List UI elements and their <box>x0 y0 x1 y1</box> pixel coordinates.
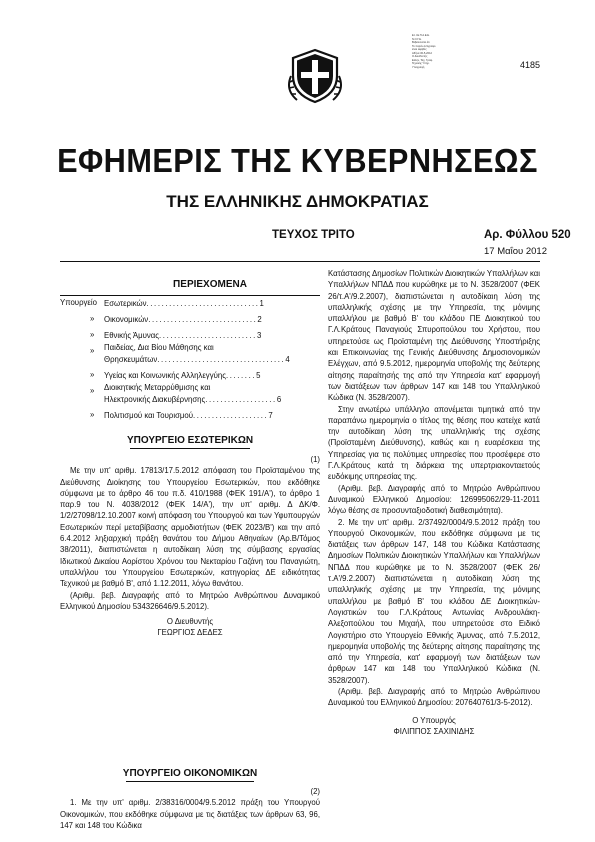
greek-emblem-icon <box>285 46 345 106</box>
toc-heading: ΠΕΡΙΕΧΟΜΕΝΑ <box>173 279 247 290</box>
item-number: (1) <box>310 455 320 464</box>
item-number: (2) <box>310 787 320 796</box>
toc-dots: .......................... <box>159 331 257 340</box>
issue-date: 17 Μαΐου 2012 <box>484 246 547 257</box>
decision-paragraph: Με την υπ' αριθμ. 17813/17.5.2012 απόφαση του Προϊσταμένου της Διεύθυνσης Διοίκησης του Υπουργείου Εσωτερικών, που εκδόθηκε σύμφωνα με το άρθρο 46 του π.δ. 410/1988 (ΦΕΚ 191/Α'), το άρθρο 1 παρ.9 του Ν. 4038/2012 (ΦΕΚ 14/Α'), την υπ' αριθμ. Δ ΔΚ/Φ. 1/2/27098/12.10.2007 κοινή απόφαση του Υπουργού και των Υφυπουργών Εσωτερικών περί μεταβίβασης αρμοδιοτήτων (ΦΕΚ 2023/Β') και την από 6.4.2012 ληξιαρχική πράξη θανάτου του Δήμου Αθηναίων (Αρ.Β/Τόμος 38/2011), διαπιστώνεται η αυτοδίκαιη λύση της σύμβασης εργασίας Ιδιωτικού Δικαίου Αορίστου Χρόνου του Νεκταρίου Γαζάνη του Παναγιώτη, υπαλλήλου του Υπουργείου Εσωτερικών, κατηγορίας ΔΕ ειδικότητας Τεχνικού με βαθμό Β', από 1.12.2011, λόγω θανάτου. <box>60 466 320 589</box>
toc-row[interactable] <box>104 410 273 421</box>
section-heading-interior: ΥΠΟΥΡΓΕΙΟ ΕΣΩΤΕΡΙΚΩΝ <box>126 435 254 446</box>
toc-label: Υγείας και Κοινωνικής Αλληλεγγύης <box>104 371 226 380</box>
toc-label: Εσωτερικών <box>104 299 147 308</box>
heading-underline <box>126 781 254 782</box>
toc-dots: ............................. <box>148 315 258 324</box>
toc-ministry-word: Υπουργείο <box>60 298 97 307</box>
toc-ditto: » <box>90 314 95 323</box>
toc-ditto: » <box>90 370 95 379</box>
toc-label: Διοικητικής Μεταρρύθμισης και <box>104 383 211 392</box>
deletion-note: (Αριθμ. βεβ. Διαγραφής από το Μητρώο Ανθρώπινου Δυναμικού Ελληνικού Δημοσίου: 126995062/29-11-2011 λόγω θέσης σε προσυνταξιοδοτική διαθεσιμότητα). <box>328 483 540 516</box>
stamp-line: Τεχνικής Υπηρ. <box>412 62 430 65</box>
toc-row[interactable] <box>104 314 262 325</box>
toc-row[interactable] <box>104 342 214 353</box>
deletion-note: (Αριθμ. βεβ. Διαγραφής από το Μητρώο Ανθρώπινου Δυναμικού Ελληνικού Δημοσίου 534326646/9.5.2012). <box>60 590 320 611</box>
deletion-note: (Αριθμ. βεβ. Διαγραφής από το Μητρώο Ανθρώπινου Δυναμικού του Ελληνικού Δημοσίου: 207640761/3-5-2012). <box>328 686 540 708</box>
signer-role: Ο Υπουργός <box>412 715 456 725</box>
toc-page: 5 <box>256 371 261 380</box>
toc-dots: .............................. <box>146 299 260 308</box>
stamp-line: Το παρόν αντίγραφο <box>412 44 436 48</box>
toc-dots: ........ <box>225 371 257 380</box>
left-column <box>60 454 320 639</box>
decision-paragraph: 1. Με την υπ' αριθμ. 2/38316/0004/9.5.2012 πράξη του Υπουργού Οικονομικών, που εκδόθηκε σύμφωνα με τις διατάξεις των άρθρων 63, 96, 147 και 148 του Κώδικα <box>60 798 320 830</box>
divider <box>60 261 540 262</box>
toc-dots: .................................. <box>157 355 286 364</box>
sheet-number: Αρ. Φύλλου 520 <box>484 229 571 241</box>
section-heading-finance: ΥΠΟΥΡΓΕΙΟ ΟΙΚΟΝΟΜΙΚΩΝ <box>122 768 258 779</box>
toc-ditto: » <box>90 386 95 395</box>
toc-label: Πολιτισμού και Τουρισμού <box>104 411 193 420</box>
toc-page: 1 <box>259 299 264 308</box>
toc-label: Οικονομικών <box>104 315 149 324</box>
left-column-lower <box>60 786 320 831</box>
toc-label: Εθνικής Άμυνας <box>104 331 160 340</box>
toc-dots: ................... <box>205 395 277 404</box>
decision-paragraph: Στην ανωτέρω υπάλληλο απονέμεται τιμητικά από την παραπάνω ημερομηνία ο τίτλος της θέσης που κατείχε κατά την αυτοδίκαιη λύση της υπαλληλικής της σχέσης (Προϊσταμένη Διεύθυνσης), καθώς και η ευαρέσκεια της Υπηρεσίας για τις πολύτιμες υπηρεσίες που προσέφερε στο Γ.Λ.Κράτους κατά τη διάρκεια της υπερτριακονταετούς ευδόκιμης υπηρεσίας της. <box>328 404 540 482</box>
masthead-subtitle: ΤΗΣ ΕΛΛΗΝΙΚΗΣ ΔΗΜΟΚΡΑΤΙΑΣ <box>166 192 429 211</box>
toc-ditto: » <box>90 410 95 419</box>
toc-row[interactable] <box>104 298 316 309</box>
toc-row[interactable] <box>104 394 281 405</box>
signer-role: Ο Διευθυντής <box>166 617 214 627</box>
heading-underline <box>130 448 250 449</box>
signer-name: ΓΕΩΡΓΙΟΣ ΔΕΔΕΣ <box>157 628 223 638</box>
decision-paragraph: 2. Με την υπ' αριθμ. 2/37492/0004/9.5.2012 πράξη του Υπουργού Οικονομικών, που εκδόθηκε σύμφωνα με τις διατάξεις των άρθρων 147, 148 του Κώδικα Κατάστασης Δημοσίων Πολιτικών Διοικητικών Υπαλλήλων και Υπαλλήλων ΝΠΔΔ που κυρώθηκε με το Ν. 3528/2007 (ΦΕΚ 26/τ.Α'/9.2.2007) διαπιστώνεται η αυτοδίκαιη λύση της υπαλληλικής σχέσης με την Υπηρεσία, της μόνιμης υπαλλήλου με βαθμό Β' του κλάδου ΔΕ Διοικητικών-Λογιστικών του Γ.Λ.Κράτους Αντωνίας Ανδρουλάκη-Αλεξοπούλου του Μιχαήλ, που υπηρετούσε στο Ειδικό Λογιστήριο στο Υπουργείο Εθνικής Άμυνας, από 7.5.2012, ημερομηνία υποβολής της δεύτερης αίτησης παραίτησης της από την Υπηρεσία, κατ' εφαρμογή των διατάξεων των άρθρων 147 και 148 του Υπαλληλικού Κώδικα (Ν. 3528/2007). <box>328 517 540 685</box>
right-column <box>328 268 540 737</box>
signer-name: ΦΙΛΙΠΠΟΣ ΣΑΧΙΝΙΔΗΣ <box>393 726 475 736</box>
decision-paragraph: Κατάστασης Δημοσίων Πολιτικών Διοικητικών Υπαλλήλων και Υπαλλήλων ΝΠΔΔ που κυρώθηκε με το Ν. 3528/2007 (ΦΕΚ 26/τ.Α'/9.2.2007), διαπιστώνεται η αυτοδίκαιη λύση της υπαλληλικής σχέσης με την Υπηρεσία, της μόνιμης υπαλλήλου με βαθμό Β' του κλάδου ΠΕ Διοικητικού του Γ.Λ.Κράτους Παναγιούς Σπυροπούλου του Χρήστου, που υπηρετούσε ως Προϊσταμένη της Διεύθυνσης Υποστήριξης και Επικοινωνίας της Γενικής Διεύθυνσης Δημοσιονομικών Ελέγχων, από 9.5.2012, ημερομηνία υποβολής της δεύτερης αίτησης παραίτησής της από την Υπηρεσία κατ' εφαρμογή των διατάξεων των άρθρων 147 και 148 του Υπαλληλικού Κώδικα (Ν. 3528/2007). <box>328 269 540 403</box>
toc-row[interactable] <box>104 354 290 365</box>
toc-label: Ηλεκτρονικής Διακυβέρνησης <box>104 395 206 404</box>
toc-row[interactable] <box>104 370 260 381</box>
toc-page: 3 <box>256 331 262 340</box>
stamp-line: Βεβαιώνεται ότι <box>412 41 430 44</box>
toc-ditto: » <box>90 330 95 339</box>
stamp-line: Ν.Ο.Γ.Ε. <box>412 37 422 41</box>
toc-row[interactable] <box>104 330 261 341</box>
toc-page: 6 <box>276 395 282 404</box>
toc-ditto: » <box>90 346 95 355</box>
toc-page: 2 <box>257 315 262 324</box>
stamp-line: Ε.Ι.Ι.Ε.Π.Α.Ε.Ε. <box>412 34 430 37</box>
stamp-line: Υπογραφή <box>412 65 425 69</box>
toc-dots: .................... <box>192 411 269 420</box>
stamp-line: είναι ακριβές <box>412 48 427 51</box>
stamp-line: Αθήνα 30-5-2012 <box>412 51 432 55</box>
toc-page: 7 <box>268 411 273 420</box>
toc-row[interactable] <box>104 382 210 393</box>
page-number: 4185 <box>520 60 541 70</box>
stamp-line: Ελλην. Ταχ. Γραφ. <box>412 58 433 62</box>
masthead-title: ΕΦΗΜΕΡΙΣ ΤΗΣ ΚΥΒΕΡΝΗΣΕΩΣ <box>57 142 538 179</box>
stamp-line: Ο Διευθυντής <box>412 55 428 58</box>
toc-page: 4 <box>285 355 290 364</box>
divider <box>60 295 320 296</box>
toc-label: Θρησκευμάτων <box>104 355 158 364</box>
certification-stamp <box>412 34 472 69</box>
issue-label: ΤΕΥΧΟΣ ΤΡΙΤΟ <box>272 229 355 241</box>
toc-label: Παιδείας, Δια Βίου Μάθησης και <box>104 343 214 352</box>
